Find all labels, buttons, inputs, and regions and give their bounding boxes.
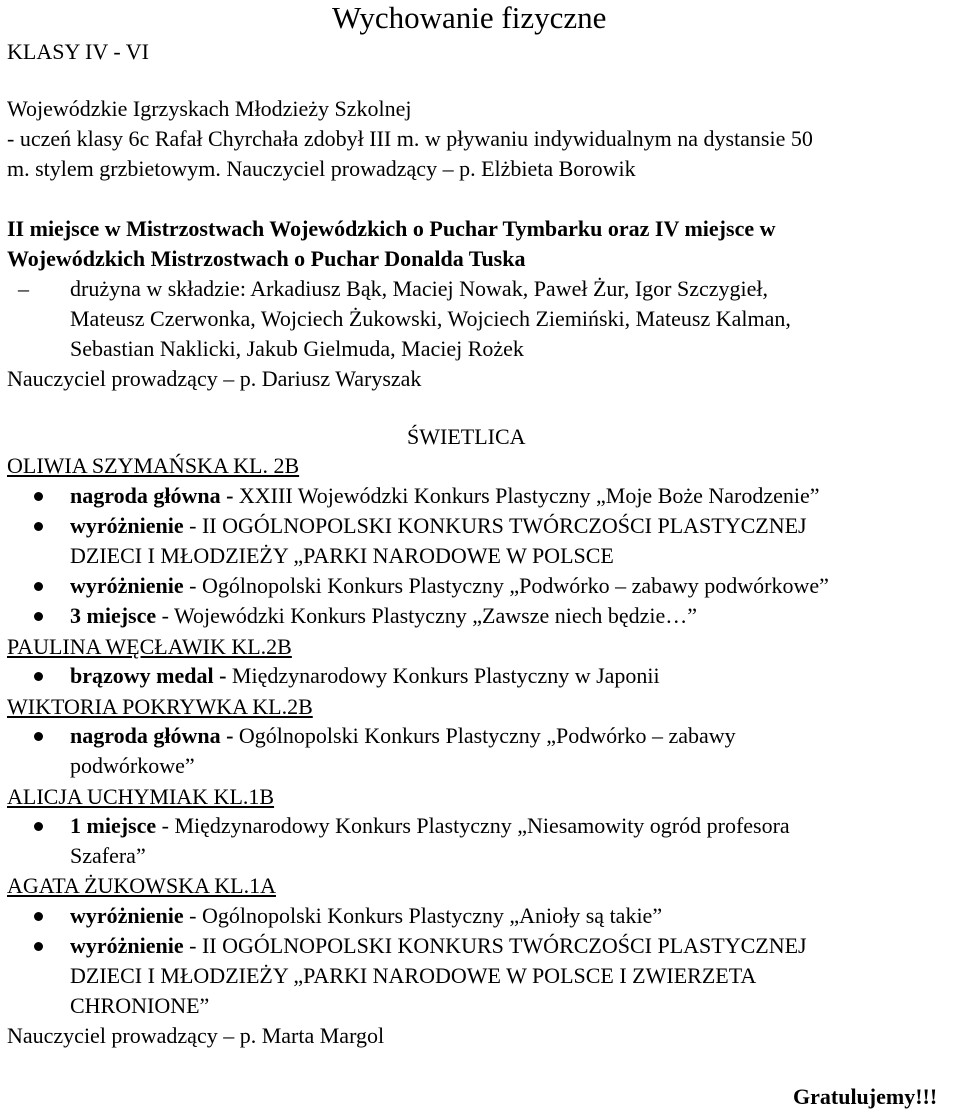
award-text: - Wojewódzki Konkurs Plastyczny „Zawsze niech będzie…” — [156, 603, 698, 628]
bullet-icon — [34, 912, 43, 921]
grades-label: KLASY IV - VI — [7, 39, 149, 64]
bullet-icon — [34, 582, 43, 591]
swietlica-heading: ŚWIETLICA — [407, 424, 526, 449]
student-name: AGATA ŻUKOWSKA KL.1A — [7, 873, 276, 898]
award-type: wyróżnienie — [70, 513, 184, 538]
award-text: - II OGÓLNOPOLSKI KONKURS TWÓRCZOŚCI PLASTYCZNEJ — [183, 933, 807, 958]
bullet-icon — [34, 942, 43, 951]
award-type: wyróżnienie — [70, 573, 184, 598]
page-title: Wychowanie fizyczne — [332, 0, 607, 35]
igrzyska-line-1: - uczeń klasy 6c Rafał Chyrchała zdobył III m. w pływaniu indywidualnym na dystansie 50 — [7, 126, 813, 151]
award-text: - Międzynarodowy Konkurs Plastyczny „Niesamowity ogród profesora — [156, 813, 790, 838]
student-name: PAULINA WĘCŁAWIK KL.2B — [7, 634, 292, 659]
award-type: wyróżnienie — [70, 933, 184, 958]
award-text: - Ogólnopolski Konkurs Plastyczny „Podwórko – zabawy podwórkowe” — [183, 573, 829, 598]
bullet-icon — [34, 822, 43, 831]
bullet-icon — [34, 612, 43, 621]
tymbark-line-2: Wojewódzkich Mistrzostwach o Puchar Donalda Tuska — [7, 246, 526, 271]
student-name: WIKTORIA POKRYWKA KL.2B — [7, 694, 313, 719]
award-line — [70, 721, 736, 751]
award-line — [70, 601, 697, 631]
award-type: 3 miejsce — [70, 603, 157, 628]
tymbark-line-1: II miejsce w Mistrzostwach Wojewódzkich o Puchar Tymbarku oraz IV miejsce w — [7, 216, 776, 241]
bullet-icon — [34, 732, 43, 741]
award-type: wyróżnienie — [70, 903, 184, 928]
award-line — [70, 481, 820, 511]
award-line — [70, 511, 807, 541]
award-continuation: DZIECI I MŁODZIEŻY „PARKI NARODOWE W POLSCE — [70, 543, 614, 568]
bullet-icon — [34, 492, 43, 501]
award-line — [70, 811, 790, 841]
team-line-3: Sebastian Naklicki, Jakub Gielmuda, Maciej Rożek — [70, 336, 524, 361]
award-type: brązowy medal - — [70, 663, 227, 688]
award-type: 1 miejsce — [70, 813, 157, 838]
award-continuation: Szafera” — [70, 843, 146, 868]
award-type: nagroda główna - — [70, 723, 234, 748]
award-line — [70, 901, 662, 931]
igrzyska-line-2: m. stylem grzbietowym. Nauczyciel prowadzący – p. Elżbieta Borowik — [7, 156, 636, 181]
teacher-margol: Nauczyciel prowadzący – p. Marta Margol — [7, 1023, 385, 1048]
award-continuation: DZIECI I MŁODZIEŻY „PARKI NARODOWE W POLSCE I ZWIERZETA — [70, 963, 757, 988]
award-continuation: CHRONIONE” — [70, 993, 210, 1018]
bullet-icon — [34, 672, 43, 681]
award-line — [70, 931, 807, 961]
congratulations-text: Gratulujemy!!! — [793, 1084, 938, 1109]
award-text: - II OGÓLNOPOLSKI KONKURS TWÓRCZOŚCI PLASTYCZNEJ — [183, 513, 807, 538]
award-continuation: podwórkowe” — [70, 753, 195, 778]
award-type: nagroda główna - — [70, 483, 234, 508]
award-line — [70, 571, 829, 601]
dash-marker: – — [18, 276, 29, 301]
award-text: Ogólnopolski Konkurs Plastyczny „Podwórko – zabawy — [233, 723, 736, 748]
award-text: Międzynarodowy Konkurs Plastyczny w Japonii — [226, 663, 660, 688]
award-text: XXIII Wojewódzki Konkurs Plastyczny „Moje Boże Narodzenie” — [233, 483, 820, 508]
team-line-1: drużyna w składzie: Arkadiusz Bąk, Maciej Nowak, Paweł Żur, Igor Szczygieł, — [70, 276, 769, 301]
team-line-2: Mateusz Czerwonka, Wojciech Żukowski, Wojciech Ziemiński, Mateusz Kalman, — [70, 306, 791, 331]
bullet-icon — [34, 522, 43, 531]
teacher-waryszak: Nauczyciel prowadzący – p. Dariusz Waryszak — [7, 366, 422, 391]
student-name: OLIWIA SZYMAŃSKA KL. 2B — [7, 453, 300, 478]
award-line — [70, 661, 660, 691]
igrzyska-heading: Wojewódzkie Igrzyskach Młodzieży Szkolnej — [7, 96, 412, 121]
student-name: ALICJA UCHYMIAK KL.1B — [7, 784, 275, 809]
award-text: - Ogólnopolski Konkurs Plastyczny „Anioły są takie” — [183, 903, 663, 928]
